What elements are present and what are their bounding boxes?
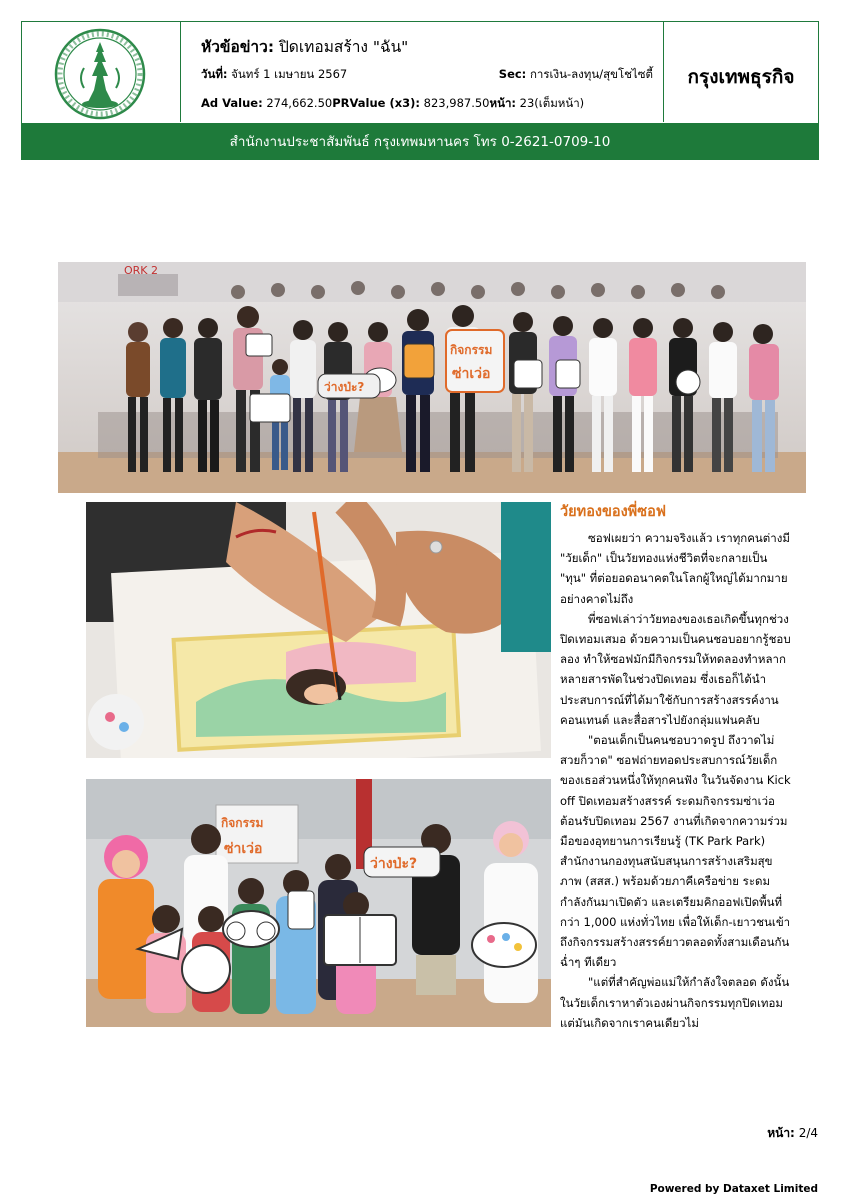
pr-value-label: PRValue (x3): xyxy=(332,96,420,110)
group-photo xyxy=(58,262,806,493)
date: จันทร์ 1 เมษายน 2567 xyxy=(231,67,348,81)
article-paragraph: พี่ซอฟเล่าว่าวัยทองของเธอเกิดขึ้นทุกช่วงปิดเทอมเสมอ ด้วยความเป็นคนชอบอยากรู้ชอบลอง ทำให้ซอฟมักมีกิจกรรมให้ทดลองทำหลากหลายสารพัดในช่วงปิดเทอม ซึ่งเธอก็ได้นำประสบการณ์ที่ได้มาใช้กับการสร้างสรรค์งานคอนเทนต์ และสื่อสารไปยังกลุ่มแฟนคลับ xyxy=(560,611,791,727)
top-sign-1: กิจกรรม xyxy=(450,343,493,357)
logo-cell xyxy=(22,22,181,122)
section-label: Sec: xyxy=(498,67,527,81)
top-sign-3: ว่างป่ะ? xyxy=(324,380,365,394)
section: การเงิน-ลงทุน/สุขโชไซตี้ xyxy=(529,67,653,81)
page-number-label: หน้า: xyxy=(767,1126,795,1140)
value-row xyxy=(201,95,584,113)
ad-value-label: Ad Value: xyxy=(201,96,263,110)
bottom-sign-2: ซ่าเว่อ xyxy=(224,841,263,857)
clipping-header xyxy=(21,21,819,124)
bottom-sign-1: กิจกรรม xyxy=(221,816,264,830)
article-title: วัยทองของพี่ซอฟ xyxy=(560,504,667,520)
banner-text: ORK 2 xyxy=(124,264,159,277)
kids-photo xyxy=(86,779,551,1027)
bma-seal-icon xyxy=(54,28,146,120)
page-label: หน้า: xyxy=(489,96,517,110)
bottom-sign-3: ว่างป่ะ? xyxy=(370,856,418,872)
top-sign-2: ซ่าเว่อ xyxy=(452,366,491,382)
headline-row xyxy=(201,34,408,59)
date-row xyxy=(201,66,347,84)
publication-cell xyxy=(664,22,818,122)
headline: ปิดเทอมสร้าง "ฉัน" xyxy=(278,38,409,56)
agency-bar: สำนักงานประชาสัมพันธ์ กรุงเทพมหานคร โทร 0-2621-0709-10 xyxy=(21,124,819,160)
painting-photo-image xyxy=(86,502,551,758)
article-column xyxy=(560,500,792,1033)
ad-value: 274,662.50 xyxy=(266,96,333,110)
publication-name: กรุงเทพธุรกิจ xyxy=(687,66,795,88)
pr-value: 823,987.50 xyxy=(423,96,490,110)
article-paragraph: ซอฟเผยว่า ความจริงแล้ว เราทุกคนต่างมี "วัยเด็ก" เป็นวัยทองแห่งชีวิตที่จะกลายเป็น "ทุน" ที่ต่อยอดอนาคตในโลกผู้ใหญ่ได้มากมายอย่างคาดไม่ถึง xyxy=(560,531,790,606)
group-photo-image xyxy=(58,262,806,493)
date-label: วันที่: xyxy=(201,67,228,81)
info-cell xyxy=(181,22,664,122)
painting-photo xyxy=(86,502,551,758)
section-row xyxy=(499,66,653,84)
kids-photo-image xyxy=(86,779,551,1027)
article-paragraph: "แต่ที่สำคัญพ่อแม่ให้กำลังใจตลอด ดังนั้นในวัยเด็กเราหาตัวเองผ่านกิจกรรมทุกปิดเทอม แต่มันเกิดจากเราคนเดียวไม่ xyxy=(560,975,790,1030)
page-number xyxy=(767,1124,818,1143)
page-value: 23(เต็มหน้า) xyxy=(519,96,585,110)
article-paragraph: "ตอนเด็กเป็นคนชอบวาดรูป ถึงวาดไม่สวยก็วาด" ซอฟถ่ายทอดประสบการณ์วัยเด็กของเธอส่วนหนึ่งให้ทุกคนฟัง ในวันจัดงาน Kick off ปิดเทอมสร้างสรรค์ ระดมกิจกรรมซ่าเว่อ ต้อนรับปิดเทอม 2567 งานที่เกิดจากความร่วมมือของอุทยานการเรียนรู้ (TK Park Park) สำนักงานกองทุนสนับสนุนการสร้างเสริมสุขภาพ (สสส.) พร้อมด้วยภาคีเครือข่าย ระดมกำลังกันมาเปิดตัว และเตรียมคิกออฟเปิดพื้นที่กว่า 1,000 แห่งทั่วไทย เพื่อให้เด็ก-เยาวชนเข้าถึงกิจกรรมสร้างสรรค์ยาวตลอดทั้งสามเดือนกันฉ่ำๆ ทีเดียว xyxy=(560,733,791,970)
powered-by: Powered by Dataxet Limited xyxy=(649,1183,818,1195)
headline-label: หัวข้อข่าว: xyxy=(201,38,275,56)
page-number-value: 2/4 xyxy=(798,1126,818,1140)
